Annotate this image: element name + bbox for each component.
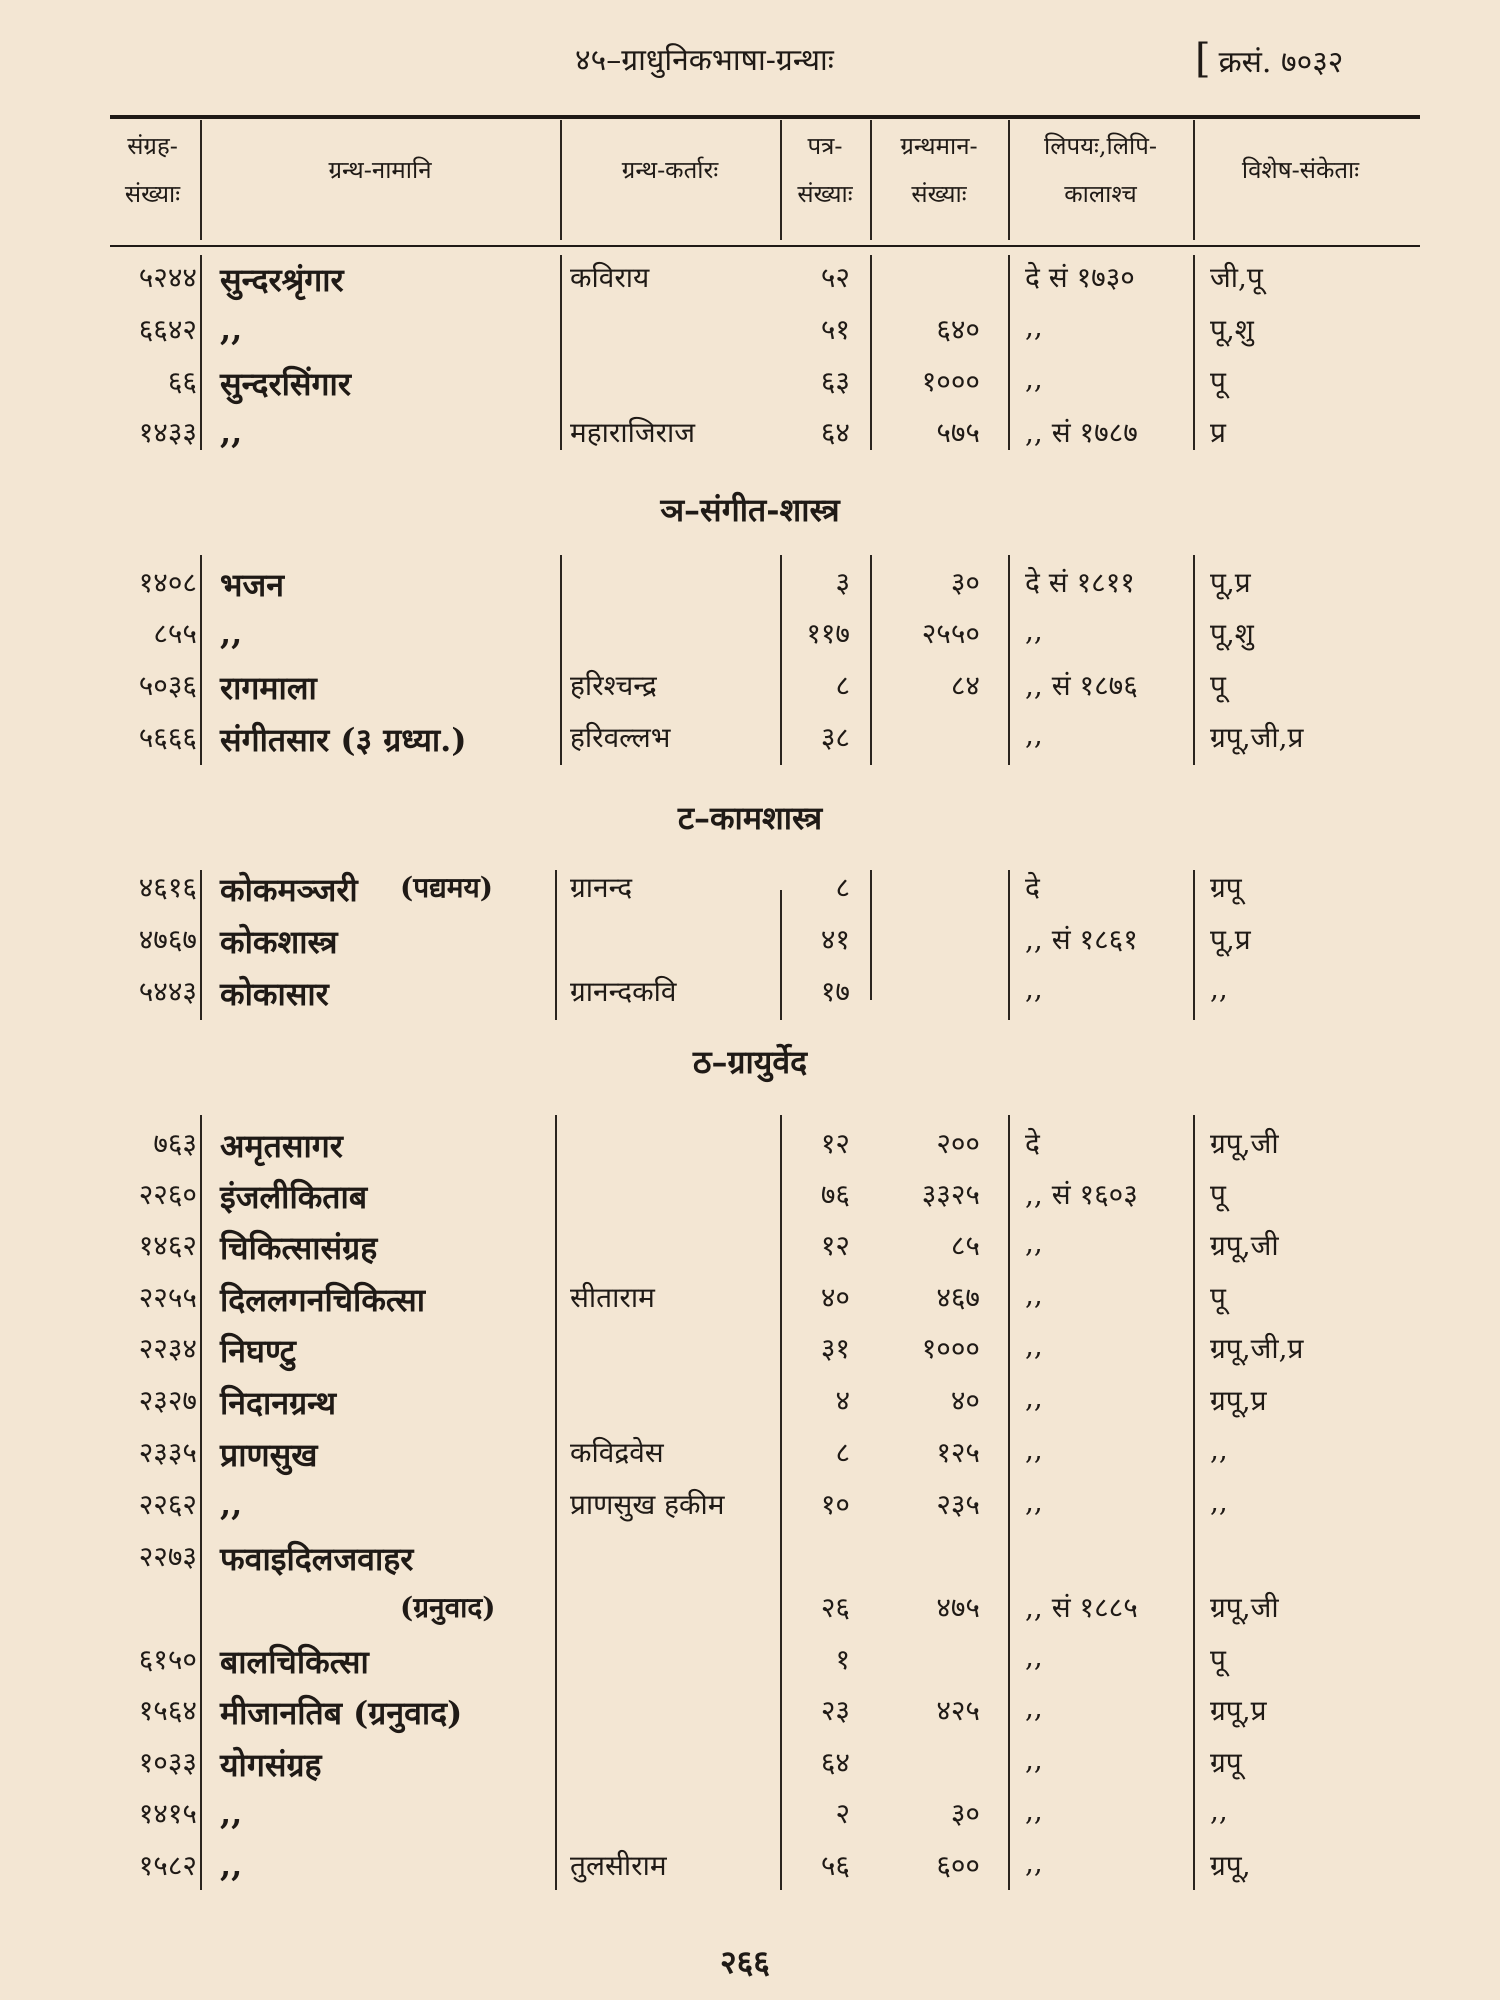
row-script-date: ,, सं १८७६	[1025, 669, 1138, 702]
row-title: प्राणसुख	[220, 1436, 318, 1474]
row-title: मीजानतिब (ग्रनुवाद)	[220, 1694, 463, 1732]
col-header-line: संग्रह-	[127, 132, 178, 160]
row-title: दिललगनचिकित्सा	[220, 1281, 425, 1319]
row-author: तुलसीराम	[570, 1849, 667, 1882]
row-title: योगसंग्रह	[220, 1746, 322, 1784]
row-leaves: ५२	[820, 261, 850, 294]
row-remarks: ग्रपू,जी	[1210, 1229, 1279, 1262]
row-extent: ४२५	[936, 1694, 980, 1727]
row-script-date: ,, सं १७८७	[1025, 416, 1138, 449]
row-author: हरिवल्लभ	[570, 721, 671, 754]
row-author: ग्रानन्द	[570, 871, 633, 904]
row-extent: ४०	[950, 1384, 980, 1417]
row-leaves: २	[835, 1797, 850, 1830]
row-title: ,,	[220, 413, 243, 451]
column-divider	[1008, 255, 1010, 450]
column-divider	[870, 870, 872, 1000]
row-leaves: १०	[820, 1488, 850, 1521]
column-divider	[870, 555, 872, 765]
row-number: ६१५०	[138, 1643, 197, 1676]
page-header-ref	[1195, 36, 1343, 82]
row-extent: ६४०	[936, 313, 980, 346]
column-divider	[1193, 1115, 1195, 1890]
row-script-date: ,,	[1025, 1381, 1043, 1414]
row-script-date: ,,	[1025, 1846, 1043, 1879]
row-title: ,,	[220, 1485, 243, 1523]
col-header-granth-naam: ग्रन्थ-नामानि	[328, 156, 432, 184]
row-remarks: पू,प्र	[1210, 923, 1251, 956]
row-remarks: पू	[1210, 365, 1226, 398]
row-title: ,,	[220, 614, 243, 652]
row-title: फवाइदिलजवाहर	[220, 1540, 414, 1578]
row-number: २२३४	[138, 1332, 197, 1365]
row-number: २२६२	[138, 1488, 197, 1521]
row-remarks: पू	[1210, 1643, 1226, 1676]
row-number: ६६४२	[138, 313, 197, 346]
row-extent: ४६७	[936, 1281, 980, 1314]
row-remarks: प्र	[1210, 416, 1226, 449]
column-divider	[560, 255, 562, 450]
row-leaves: ६३	[820, 365, 850, 398]
section-heading-kaam: ट–कामशास्त्र	[677, 799, 823, 837]
row-leaves: १७	[820, 975, 850, 1008]
row-title: कोकशास्त्र	[220, 923, 338, 961]
row-remarks: ग्रपू,जी	[1210, 1127, 1279, 1160]
col-header-line: संख्याः	[797, 180, 853, 208]
row-leaves: ३८	[820, 721, 850, 754]
row-leaves: २३	[820, 1694, 850, 1727]
row-title: कोकमञ्जरी	[220, 871, 358, 909]
row-leaves: १	[835, 1643, 850, 1676]
row-script-date: ,,	[1025, 310, 1043, 343]
row-remarks: ग्रपू,प्र	[1210, 1694, 1267, 1727]
row-script-date: ,,	[1025, 1278, 1043, 1311]
row-script-date: दे	[1025, 1127, 1040, 1160]
row-extent: ३०	[950, 566, 980, 599]
row-extent: २००	[936, 1127, 980, 1160]
row-script-date: ,,	[1025, 1433, 1043, 1466]
col-header-line: लिपयः,लिपि-	[1044, 132, 1157, 160]
column-divider	[200, 255, 202, 450]
row-number: ५६६६	[138, 721, 197, 754]
row-number: १४१५	[138, 1797, 197, 1830]
row-number: ५४४३	[138, 975, 197, 1008]
row-title: चिकित्सासंग्रह	[220, 1229, 378, 1267]
column-divider	[870, 120, 872, 240]
row-remarks: ग्रपू,जी	[1210, 1591, 1279, 1624]
row-number: ५०३६	[138, 669, 197, 702]
row-title: रागमाला	[220, 669, 317, 707]
column-divider	[1008, 870, 1010, 1020]
row-title: ,,	[220, 1846, 243, 1884]
row-author: कविद्रवेस	[570, 1436, 664, 1469]
table-header-rule	[110, 245, 1420, 247]
column-divider	[200, 120, 202, 240]
row-author: महाराजिराज	[570, 416, 696, 449]
row-number: २२७३	[138, 1540, 197, 1573]
row-remarks: ,,	[1210, 1433, 1228, 1466]
row-title-note: (पद्यमय)	[400, 871, 494, 904]
row-remarks: पू,शु	[1210, 313, 1254, 346]
row-author: हरिश्चन्द्र	[570, 669, 657, 702]
row-number: १०३३	[138, 1746, 197, 1779]
row-script-date: ,,	[1025, 1691, 1043, 1724]
row-extent: १०००	[921, 365, 980, 398]
row-script-date: ,,	[1025, 972, 1043, 1005]
row-title: बालचिकित्सा	[220, 1643, 369, 1681]
row-title: सुन्दरश्रृंगार	[220, 261, 344, 299]
row-number: १४३३	[138, 416, 197, 449]
column-divider	[780, 120, 782, 240]
column-divider	[555, 870, 557, 1020]
section-heading-sangeet: ञ–संगीत-शास्त्र	[660, 491, 840, 529]
row-script-date: ,,	[1025, 1640, 1043, 1673]
column-divider	[200, 1115, 202, 1890]
row-number: ६६	[167, 365, 197, 398]
col-header-line: संख्याः	[911, 180, 967, 208]
row-leaves: ६४	[820, 416, 850, 449]
row-script-date: दे सं १८११	[1025, 566, 1135, 599]
row-author: प्राणसुख हकीम	[570, 1488, 725, 1521]
row-remarks: ग्रपू,जी,प्र	[1210, 721, 1304, 754]
row-title: सुन्दरसिंगार	[220, 365, 351, 403]
column-divider	[560, 120, 562, 240]
col-header-karta: ग्रन्थ-कर्तारः	[621, 156, 719, 184]
row-remarks: ग्रपू	[1210, 871, 1242, 904]
col-header-sangrah	[105, 122, 200, 218]
row-number: १४६२	[138, 1229, 197, 1262]
row-title: ,,	[220, 1794, 243, 1832]
row-leaves: ८	[835, 1436, 850, 1469]
col-header-lipi	[1008, 122, 1193, 218]
row-leaves: ४०	[820, 1281, 850, 1314]
row-number: ५२४४	[138, 261, 197, 294]
row-remarks: पू	[1210, 1281, 1226, 1314]
column-divider	[560, 555, 562, 765]
row-extent: २३५	[936, 1488, 980, 1521]
row-extent: १०००	[921, 1332, 980, 1365]
row-remarks: ग्रपू	[1210, 1746, 1242, 1779]
row-remarks: ग्रपू,	[1210, 1849, 1251, 1882]
row-leaves: ८	[835, 871, 850, 904]
row-leaves: ६४	[820, 1746, 850, 1779]
row-number: २३३५	[138, 1436, 197, 1469]
col-header-line: संख्याः	[124, 180, 181, 208]
col-header-line: कालाश्च	[1064, 180, 1137, 208]
row-title: इंजलीकिताब	[220, 1178, 368, 1216]
row-remarks: ,,	[1210, 1794, 1228, 1827]
row-extent: २५५०	[921, 617, 980, 650]
row-script-date: ,,	[1025, 1485, 1043, 1518]
row-remarks: जी,पू	[1210, 261, 1263, 294]
row-author: सीताराम	[570, 1281, 655, 1314]
col-header-line: पत्र-	[807, 132, 843, 160]
column-divider	[870, 255, 872, 450]
row-remarks: ग्रपू,प्र	[1210, 1384, 1267, 1417]
row-title: ,,	[220, 310, 243, 348]
col-header-patra	[780, 122, 870, 218]
row-author: कविराय	[570, 261, 650, 294]
row-script-date: ,,	[1025, 1329, 1043, 1362]
row-extent: ६००	[936, 1849, 980, 1882]
header-ref-text: क्रसं. ७०३२	[1218, 45, 1344, 80]
row-leaves: ११७	[806, 617, 850, 650]
row-leaves: ३१	[820, 1332, 850, 1365]
header-bracket: [	[1195, 36, 1211, 82]
row-leaves: ३	[835, 566, 850, 599]
row-remarks: ,,	[1210, 1485, 1228, 1518]
row-leaves: ४	[835, 1384, 850, 1417]
row-number: १५६४	[138, 1694, 197, 1727]
row-leaves: १२	[820, 1127, 850, 1160]
row-number: ८५५	[153, 617, 197, 650]
column-divider	[1193, 870, 1195, 1020]
row-leaves: ५१	[820, 313, 850, 346]
column-divider	[1193, 555, 1195, 765]
page-header-title: ४५–ग्राधुनिकभाषा-ग्रन्थाः	[575, 43, 834, 78]
row-leaves: १२	[820, 1229, 850, 1262]
row-number: ४६१६	[138, 871, 197, 904]
row-number: २२५५	[138, 1281, 197, 1314]
row-remarks: ,,	[1210, 972, 1228, 1005]
row-script-date: दे	[1025, 871, 1040, 904]
col-header-sanket: विशेष-संकेताः	[1241, 156, 1360, 184]
row-title: निदानग्रन्थ	[220, 1384, 337, 1422]
row-script-date: ,,	[1025, 362, 1043, 395]
row-remarks: पू	[1210, 669, 1226, 702]
page-number: २६६	[720, 1943, 770, 1981]
row-extent: १२५	[936, 1436, 980, 1469]
row-extent: ८४	[950, 669, 980, 702]
col-header-line: ग्रन्थमान-	[900, 132, 978, 160]
row-leaves: ७६	[820, 1178, 850, 1211]
row-author: ग्रानन्दकवि	[570, 975, 677, 1008]
row-leaves: ५६	[820, 1849, 850, 1882]
row-extent: ४७५	[936, 1591, 980, 1624]
row-script-date: ,,	[1025, 1226, 1043, 1259]
row-title: निघण्टु	[220, 1332, 296, 1370]
row-script-date: ,,	[1025, 614, 1043, 647]
row-number: ७६३	[153, 1127, 197, 1160]
row-script-date: ,,	[1025, 718, 1043, 751]
row-title: संगीतसार (३ ग्रध्या.)	[220, 721, 467, 759]
row-remarks: पू	[1210, 1178, 1226, 1211]
row-extent: ८५	[950, 1229, 980, 1262]
row-extent: ३०	[950, 1797, 980, 1830]
row-remarks: पू,शु	[1210, 617, 1254, 650]
column-divider	[200, 870, 202, 1020]
column-divider	[1193, 255, 1195, 450]
row-extent: ३३२५	[921, 1178, 980, 1211]
row-number: ४७६७	[138, 923, 197, 956]
section-heading-ayurved: ठ–ग्रायुर्वेद	[692, 1043, 808, 1081]
row-remarks: पू,प्र	[1210, 566, 1251, 599]
row-leaves: २६	[820, 1591, 850, 1624]
row-title: भजन	[220, 566, 285, 604]
column-divider	[1008, 1115, 1010, 1890]
table-top-rule	[110, 115, 1420, 119]
row-number: १५८२	[138, 1849, 197, 1882]
row-title: अमृतसागर	[220, 1127, 343, 1165]
column-divider	[1008, 555, 1010, 765]
col-header-granthmaan	[870, 122, 1008, 218]
row-number: २२६०	[138, 1178, 197, 1211]
row-leaves: ८	[835, 669, 850, 702]
row-extent: ५७५	[936, 416, 980, 449]
row-title: कोकासार	[220, 975, 329, 1013]
row-script-date: दे सं १७३०	[1025, 261, 1135, 294]
row-script-date: ,, सं १६०३	[1025, 1178, 1138, 1211]
column-divider	[1008, 120, 1010, 240]
row-title-note: (ग्रनुवाद)	[400, 1591, 496, 1624]
row-script-date: ,, सं १८६१	[1025, 923, 1138, 956]
row-script-date: ,,	[1025, 1743, 1043, 1776]
row-script-date: ,,	[1025, 1794, 1043, 1827]
column-divider	[200, 555, 202, 765]
row-script-date: ,, सं १८८५	[1025, 1591, 1138, 1624]
row-number: १४०८	[138, 566, 197, 599]
row-leaves: ४१	[820, 923, 850, 956]
column-divider	[555, 1115, 557, 1890]
row-remarks: ग्रपू,जी,प्र	[1210, 1332, 1304, 1365]
column-divider	[1193, 120, 1195, 240]
row-number: २३२७	[138, 1384, 197, 1417]
